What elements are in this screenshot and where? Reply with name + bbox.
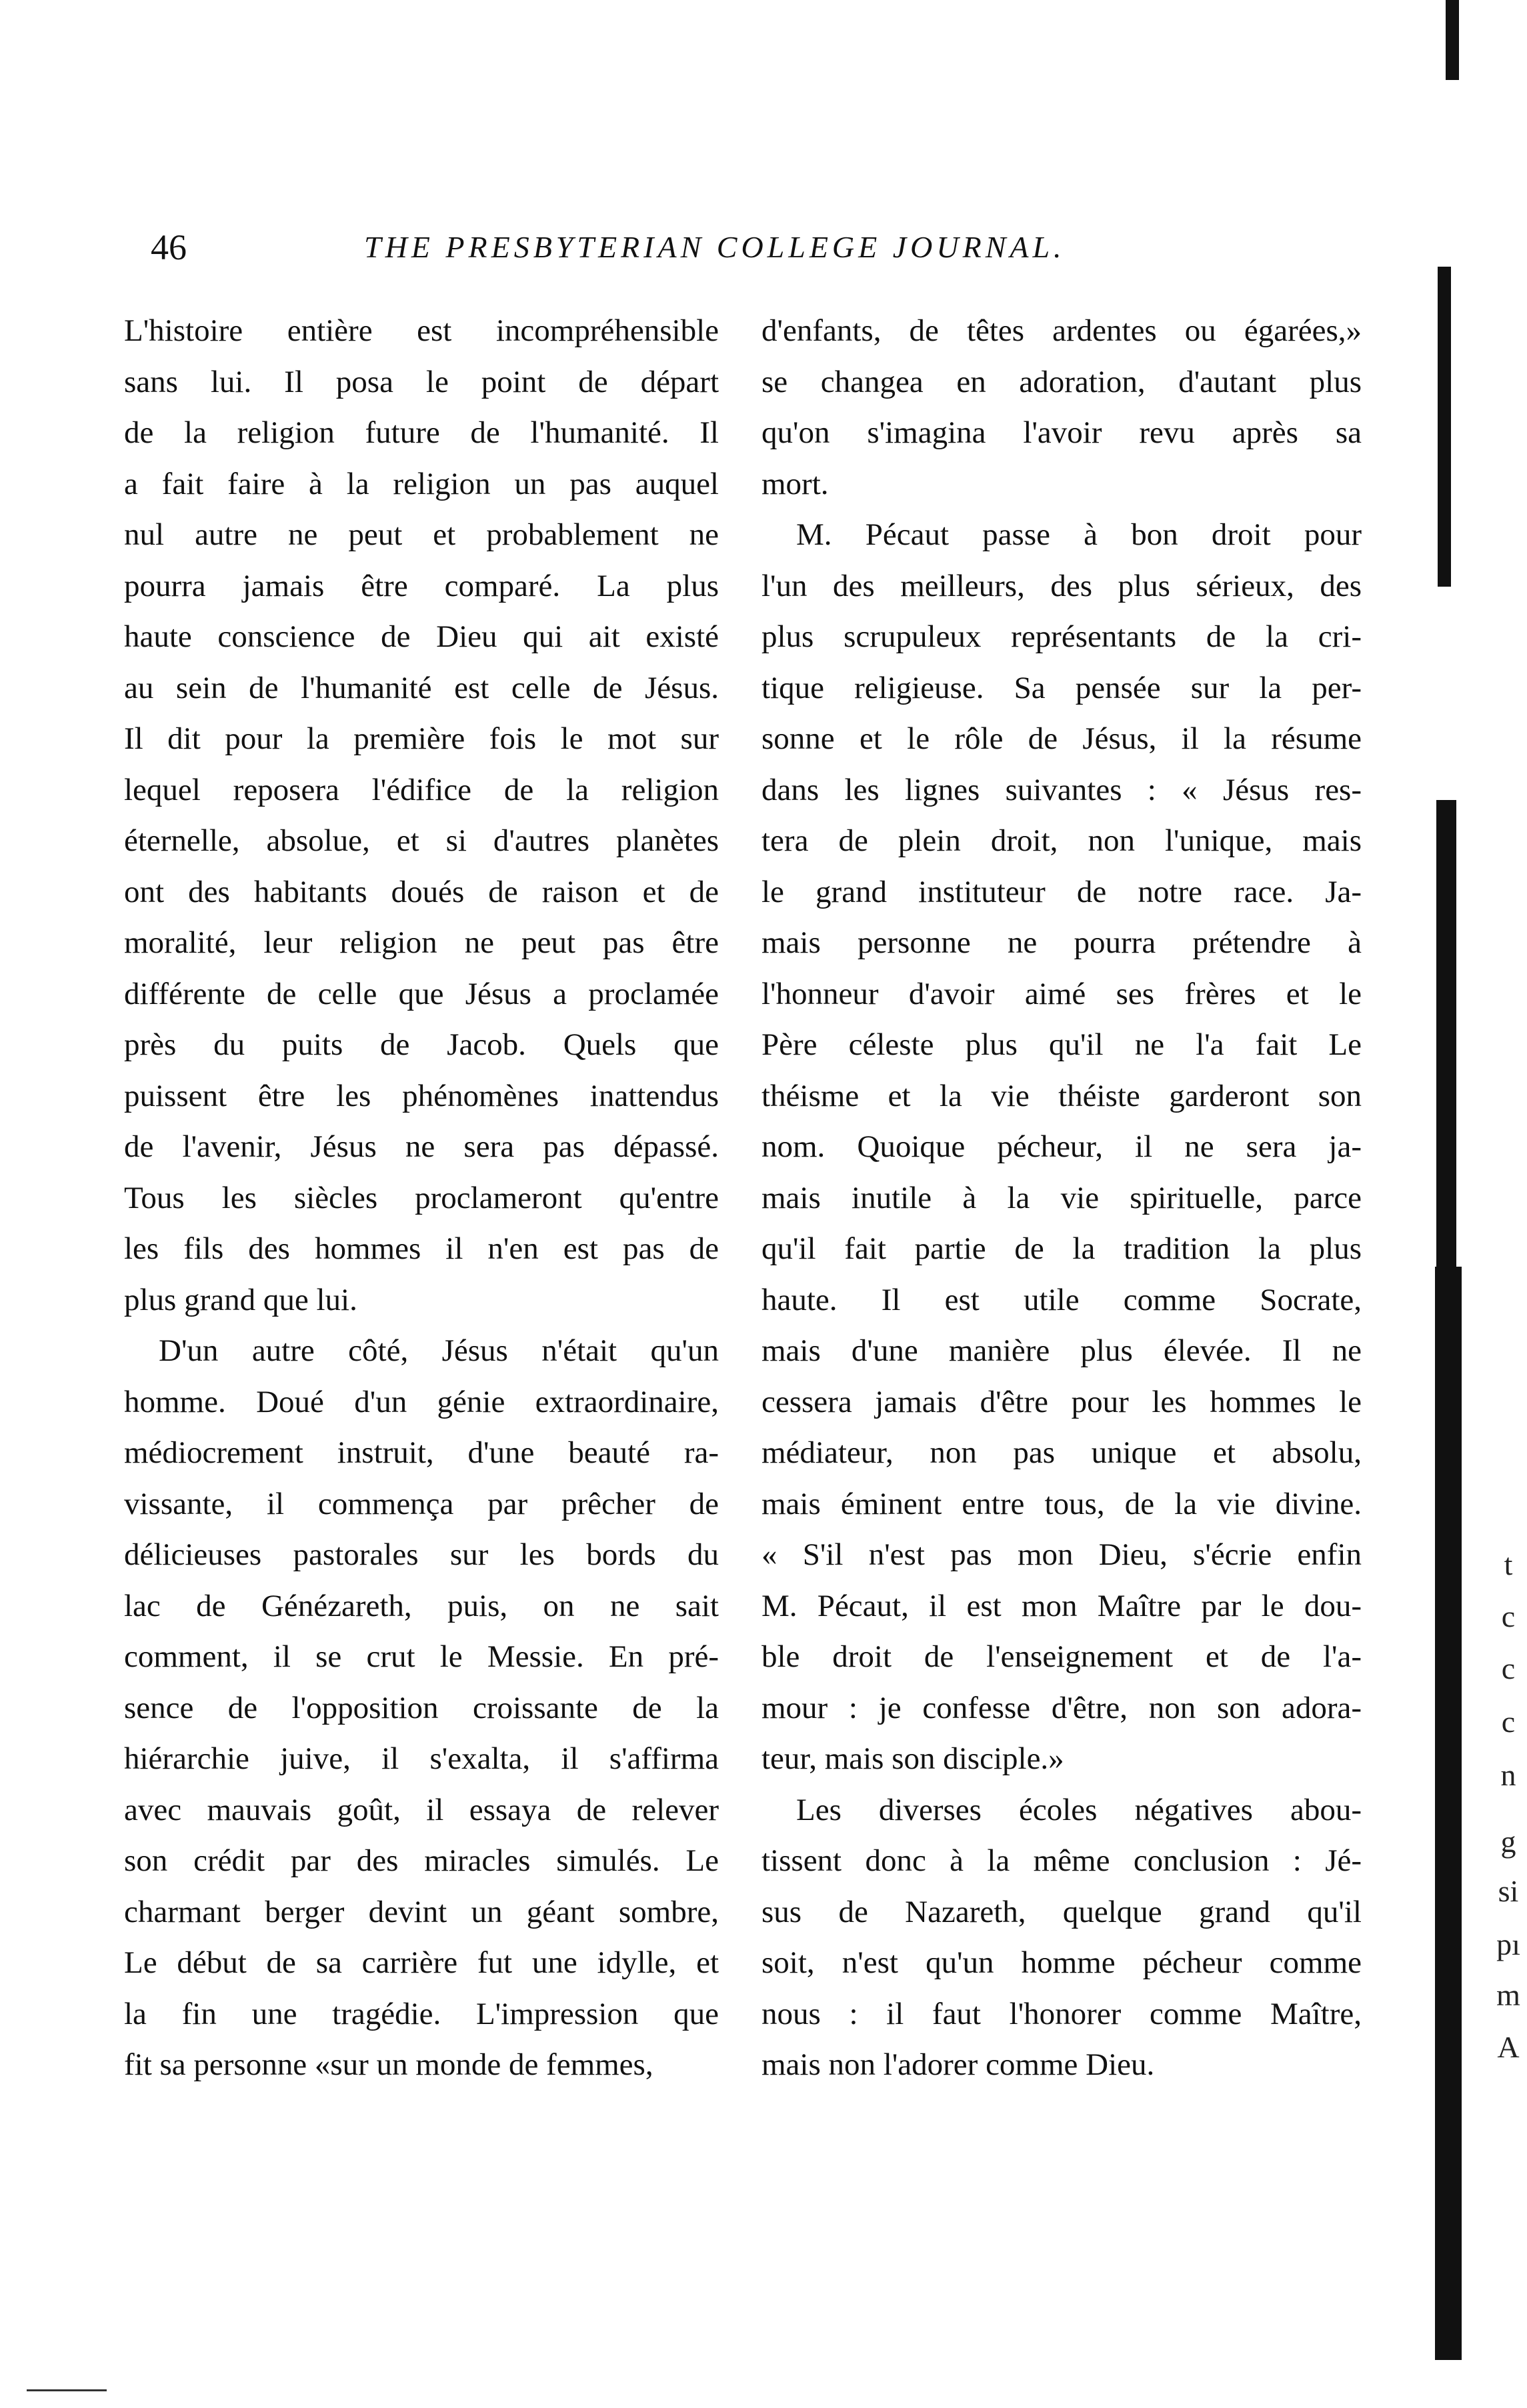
left-text-line: pourra jamais être comparé. La plus	[124, 568, 719, 603]
left-text-line: homme. Doué d'un génie extraordinaire,	[124, 1384, 719, 1419]
right-text-line: M. Pécaut passe à bon droit pour	[796, 517, 1362, 552]
left-text-line: médiocrement instruit, d'une beauté ra-	[124, 1435, 719, 1470]
right-text-line: qu'on s'imagina l'avoir revu après sa	[761, 415, 1362, 450]
left-text-line: les fils des hommes il n'en est pas de	[124, 1231, 719, 1266]
left-text-line: comment, il se crut le Messie. En pré-	[124, 1639, 719, 1674]
left-text-line: au sein de l'humanité est celle de Jésus.	[124, 670, 719, 705]
right-text-line: « S'il n'est pas mon Dieu, s'écrie enfin	[761, 1537, 1362, 1572]
footer-rule	[27, 2389, 107, 2391]
left-text-line: Tous les siècles proclameront qu'entre	[124, 1180, 719, 1215]
running-title: THE PRESBYTERIAN COLLEGE JOURNAL.	[364, 230, 1066, 264]
edge-shadow-1	[1438, 267, 1451, 587]
right-text-line: tera de plein droit, non l'unique, mais	[761, 823, 1362, 858]
right-text-line: nous : il faut l'honorer comme Maître,	[761, 1996, 1362, 2031]
left-text-line: sans lui. Il posa le point de départ	[124, 364, 719, 399]
left-text-line: charmant berger devint un géant sombre,	[124, 1894, 719, 1929]
right-text-line: tique religieuse. Sa pensée sur la per-	[761, 670, 1362, 705]
margin-letter: pı	[1496, 1927, 1520, 1961]
right-text-line: qu'il fait partie de la tradition la plus	[761, 1231, 1362, 1266]
right-text-line: haute. Il est utile comme Socrate,	[761, 1282, 1362, 1317]
page-number: 46	[151, 227, 187, 267]
right-text-line: mais personne ne pourra prétendre à	[761, 925, 1362, 960]
right-text-line: mais non l'adorer comme Dieu.	[761, 2047, 1155, 2082]
left-text-line: D'un autre côté, Jésus n'était qu'un	[159, 1333, 719, 1368]
right-text-line: d'enfants, de têtes ardentes ou égarées,»	[761, 313, 1362, 348]
right-text-line: Père céleste plus qu'il ne l'a fait Le	[761, 1027, 1362, 1062]
edge-shadow-3	[1435, 1267, 1462, 2360]
margin-letter: c	[1501, 1705, 1516, 1739]
margin-letter: g	[1500, 1825, 1516, 1859]
right-text-line: l'honneur d'avoir aimé ses frères et le	[761, 976, 1362, 1011]
right-text-line: teur, mais son disciple.»	[761, 1741, 1064, 1776]
running-header	[151, 227, 1364, 280]
left-text-line: lac de Génézareth, puis, on ne sait	[124, 1588, 719, 1623]
left-text-line: la fin une tragédie. L'impression que	[124, 1996, 719, 2031]
left-text-line: L'histoire entière est incompréhensible	[124, 313, 719, 348]
right-text-line: Les diverses écoles négatives abou-	[796, 1792, 1362, 1827]
edge-shadow-2	[1436, 800, 1456, 1267]
left-text-line: a fait faire à la religion un pas auquel	[124, 466, 719, 501]
right-text-line: plus scrupuleux représentants de la cri-	[761, 619, 1362, 654]
left-text-line: puissent être les phénomènes inattendus	[124, 1078, 719, 1113]
right-text-line: mais éminent entre tous, de la vie divine.	[761, 1486, 1362, 1521]
right-text-line: se changea en adoration, d'autant plus	[761, 364, 1362, 399]
right-text-line: l'un des meilleurs, des plus sérieux, des	[761, 568, 1362, 603]
left-text-line: nul autre ne peut et probablement ne	[124, 517, 719, 552]
right-text-line: nom. Quoique pécheur, il ne sera ja-	[761, 1129, 1362, 1164]
right-text-line: mais inutile à la vie spirituelle, parce	[761, 1180, 1362, 1215]
right-text-line: mort.	[761, 466, 829, 501]
left-text-line: différente de celle que Jésus a proclamée	[124, 976, 719, 1011]
right-text-line: médiateur, non pas unique et absolu,	[761, 1435, 1362, 1470]
right-column	[761, 305, 1362, 2091]
left-text-line: avec mauvais goût, il essaya de relever	[124, 1792, 719, 1827]
right-text-line: sus de Nazareth, quelque grand qu'il	[761, 1894, 1362, 1929]
left-text-line: fit sa personne «sur un monde de femmes,	[124, 2047, 653, 2082]
right-text-line: soit, n'est qu'un homme pécheur comme	[761, 1945, 1362, 1980]
left-text-line: haute conscience de Dieu qui ait existé	[124, 619, 719, 654]
corner-mark	[1446, 0, 1459, 80]
right-text-line: le grand instituteur de notre race. Ja-	[761, 874, 1362, 909]
left-text-line: lequel reposera l'édifice de la religion	[124, 772, 719, 807]
left-text-line: près du puits de Jacob. Quels que	[124, 1027, 719, 1062]
right-text-line: sonne et le rôle de Jésus, il la résume	[761, 721, 1362, 756]
left-column	[124, 305, 719, 2091]
left-text-line: plus grand que lui.	[124, 1282, 357, 1317]
margin-letter: n	[1500, 1758, 1516, 1792]
right-text-line: mour : je confesse d'être, non son adora-	[761, 1690, 1362, 1725]
left-text-line: sence de l'opposition croissante de la	[124, 1690, 719, 1725]
left-text-line: éternelle, absolue, et si d'autres planètes	[124, 823, 719, 858]
left-text-line: Le début de sa carrière fut une idylle, et	[124, 1945, 719, 1980]
left-text-line: moralité, leur religion ne peut pas être	[124, 925, 719, 960]
margin-letter: t	[1504, 1547, 1513, 1581]
margin-letter: A	[1497, 2030, 1520, 2064]
left-text-line: de la religion future de l'humanité. Il	[124, 415, 719, 450]
right-text-line: théisme et la vie théiste garderont son	[761, 1078, 1362, 1113]
right-text-line: mais d'une manière plus élevée. Il ne	[761, 1333, 1362, 1368]
margin-letter: c	[1501, 1599, 1516, 1633]
left-text-line: vissante, il commença par prêcher de	[124, 1486, 719, 1521]
left-text-line: Il dit pour la première fois le mot sur	[124, 721, 719, 756]
left-text-line: de l'avenir, Jésus ne sera pas dépassé.	[124, 1129, 719, 1164]
margin-letter: c	[1501, 1651, 1516, 1685]
margin-letter: m	[1496, 1978, 1520, 2012]
left-text-line: hiérarchie juive, il s'exalta, il s'affirma	[124, 1741, 719, 1776]
margin-letter: si	[1498, 1874, 1519, 1908]
binding-edge	[1434, 0, 1527, 2408]
right-text-line: dans les lignes suivantes : « Jésus res-	[761, 772, 1362, 807]
right-text-line: cessera jamais d'être pour les hommes le	[761, 1384, 1362, 1419]
left-text-line: ont des habitants doués de raison et de	[124, 874, 719, 909]
right-text-line: M. Pécaut, il est mon Maître par le dou-	[761, 1588, 1362, 1623]
right-text-line: tissent donc à la même conclusion : Jé-	[761, 1843, 1362, 1878]
left-text-line: délicieuses pastorales sur les bords du	[124, 1537, 719, 1572]
right-text-line: ble droit de l'enseignement et de l'a-	[761, 1639, 1362, 1674]
left-text-line: son crédit par des miracles simulés. Le	[124, 1843, 719, 1878]
